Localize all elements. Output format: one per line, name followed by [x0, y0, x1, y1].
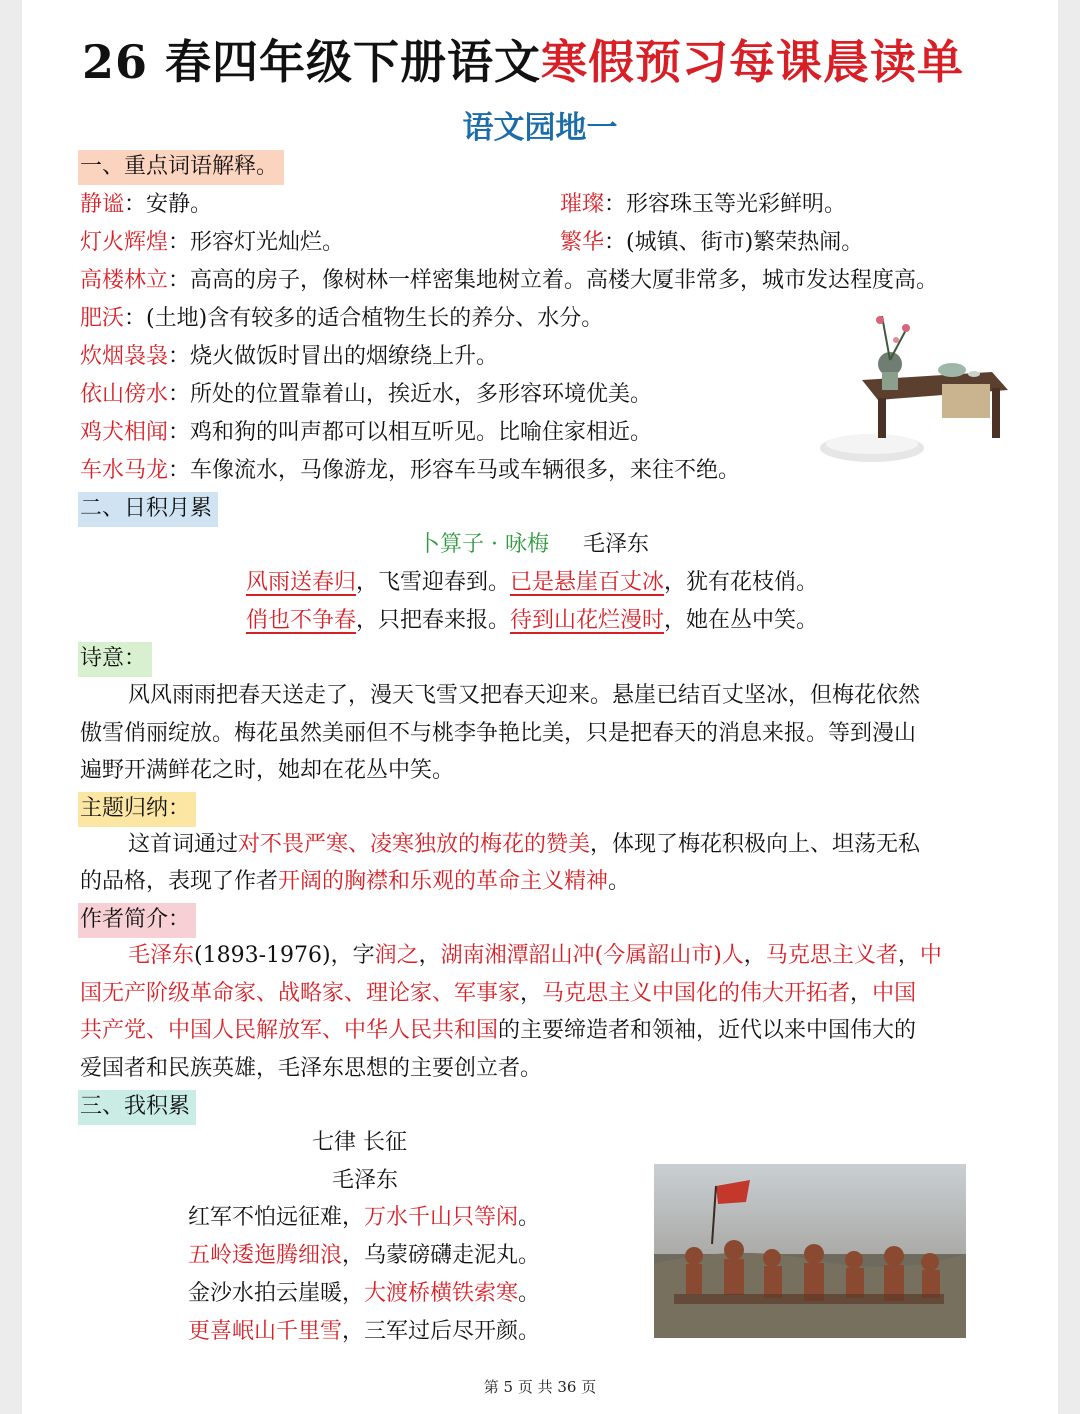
text-segment: ， — [743, 943, 766, 968]
theme-line: 的品格，表现了作者开阔的胸襟和乐观的革命主义精神。 — [80, 869, 631, 894]
worksheet-page — [22, 0, 1058, 1414]
page-title — [82, 26, 964, 92]
meaning-line: 遍野开满鲜花之时，她却在花丛中笑。 — [80, 758, 455, 783]
author-bio-line — [128, 937, 942, 975]
vocab-item: 肥沃：(土地)含有较多的适合植物生长的养分、水分。 — [80, 306, 604, 331]
text-segment: 国无产阶级革命家、战略家、理论家、军事家 — [80, 981, 521, 1006]
vocab-item: 高楼林立：高高的房子，像树林一样密集地树立着。高楼大厦非常多，城市发达程度高。 — [80, 268, 939, 293]
author-bio-line — [80, 1012, 916, 1050]
author-bio-line: 爱国者和民族英雄，毛泽东思想的主要创立者。 — [80, 1056, 543, 1081]
author-bio-line — [80, 975, 916, 1013]
theme-line: 这首词通过对不畏严寒、凌寒独放的梅花的赞美，体现了梅花积极向上、坦荡无私 — [128, 832, 921, 857]
long-march-painting — [654, 1164, 966, 1338]
meaning-line: 风风雨雨把春天送走了，漫天飞雪又把春天迎来。悬崖已结百丈坚冰，但梅花依然 — [128, 683, 921, 708]
poem-title: 卜算子 · 咏梅 — [418, 532, 549, 557]
poem2-author: 毛泽东 — [332, 1168, 399, 1193]
title-highlight: 寒假预习每课晨读单 — [541, 35, 965, 89]
text-segment: ， — [342, 1205, 365, 1230]
text-segment: 乌蒙磅礴走泥丸 — [364, 1243, 519, 1268]
vocab-item: 繁华：(城镇、街市)繁荣热闹。 — [560, 230, 864, 255]
poem2-line — [188, 1275, 540, 1313]
text-segment: 。 — [518, 1205, 541, 1230]
poem-author: 毛泽东 — [582, 532, 649, 557]
text-segment: 金沙水拍云崖暖 — [188, 1281, 343, 1306]
poem-line: 风雨送春归，飞雪迎春到。已是悬崖百丈冰，犹有花枝俏。 — [246, 570, 819, 595]
text-segment: 共产党、中国人民解放军、中华人民共和国 — [80, 1018, 499, 1043]
vocab-item: 依山傍水：所处的位置靠着山，挨近水，多形容环境优美。 — [80, 382, 653, 407]
text-segment: 三军过后尽开颜 — [364, 1319, 519, 1344]
label-meaning: 诗意： — [78, 642, 152, 677]
poem2-title: 七律 长征 — [312, 1130, 407, 1155]
vocab-item: 鸡犬相闻：鸡和狗的叫声都可以相互听见。比喻住家相近。 — [80, 420, 653, 445]
text-segment: ， — [520, 981, 543, 1006]
poem2-line — [188, 1199, 540, 1237]
title-main: 26 春四年级下册语文 — [82, 35, 542, 89]
text-segment: ， — [342, 1319, 365, 1344]
poem-heading — [418, 526, 649, 564]
text-segment: 。 — [518, 1319, 541, 1344]
text-segment: 润之 — [374, 943, 419, 968]
text-segment: 大渡桥横铁索寒 — [364, 1281, 519, 1306]
text-segment: 毛泽东 — [128, 943, 195, 968]
meaning-line: 傲雪俏丽绽放。梅花虽然美丽但不与桃李争艳比美，只是把春天的消息来报。等到漫山 — [80, 721, 917, 746]
text-segment: 万水千山只等闲 — [364, 1205, 519, 1230]
poem2-line — [188, 1237, 540, 1275]
page-subtitle: 语文园地一 — [462, 110, 618, 146]
text-segment: 中国 — [872, 981, 917, 1006]
label-theme: 主题归纳： — [78, 792, 196, 827]
text-segment: ， — [342, 1281, 365, 1306]
vocab-item: 璀璨：形容珠玉等光彩鲜明。 — [560, 192, 847, 217]
text-segment: 马克思主义者 — [765, 943, 898, 968]
text-segment: 。 — [518, 1243, 541, 1268]
text-segment: 马克思主义中国化的伟大开拓者 — [542, 981, 851, 1006]
text-segment: 湖南湘潭韶山冲(今属韶山市)人 — [440, 943, 744, 968]
text-segment: 。 — [518, 1281, 541, 1306]
vocab-item: 静谧：安静。 — [80, 192, 213, 217]
vocab-item: 车水马龙：车像流水，马像游龙，形容车马或车辆很多，来往不绝。 — [80, 458, 741, 483]
text-segment: ， — [850, 981, 873, 1006]
text-segment: 中 — [919, 943, 942, 968]
section-heading-vocab: 一、重点词语解释。 — [78, 150, 284, 185]
text-segment: 更喜岷山千里雪 — [188, 1319, 343, 1344]
text-segment: 的主要缔造者和领袖，近代以来中国伟大的 — [498, 1018, 917, 1043]
poem2-line — [188, 1313, 540, 1351]
text-segment: 五岭逶迤腾细浪 — [188, 1243, 343, 1268]
text-segment: ， — [418, 943, 441, 968]
vocab-item: 灯火辉煌：形容灯光灿烂。 — [80, 230, 345, 255]
text-segment: ， — [342, 1243, 365, 1268]
section-heading-my-collection: 三、我积累 — [78, 1090, 196, 1125]
poem-line: 俏也不争春，只把春来报。待到山花烂漫时，她在丛中笑。 — [246, 608, 819, 633]
text-segment: (1893-1976)，字 — [194, 943, 375, 968]
tea-table-illustration — [812, 310, 1012, 470]
text-segment: ， — [897, 943, 920, 968]
vocab-item: 炊烟袅袅：烧火做饭时冒出的烟缭绕上升。 — [80, 344, 499, 369]
text-segment: 红军不怕远征难 — [188, 1205, 343, 1230]
page-footer: 第 5 页 共 36 页 — [483, 1378, 597, 1396]
section-heading-accumulate: 二、日积月累 — [78, 492, 218, 527]
label-author-bio: 作者简介： — [78, 903, 196, 938]
